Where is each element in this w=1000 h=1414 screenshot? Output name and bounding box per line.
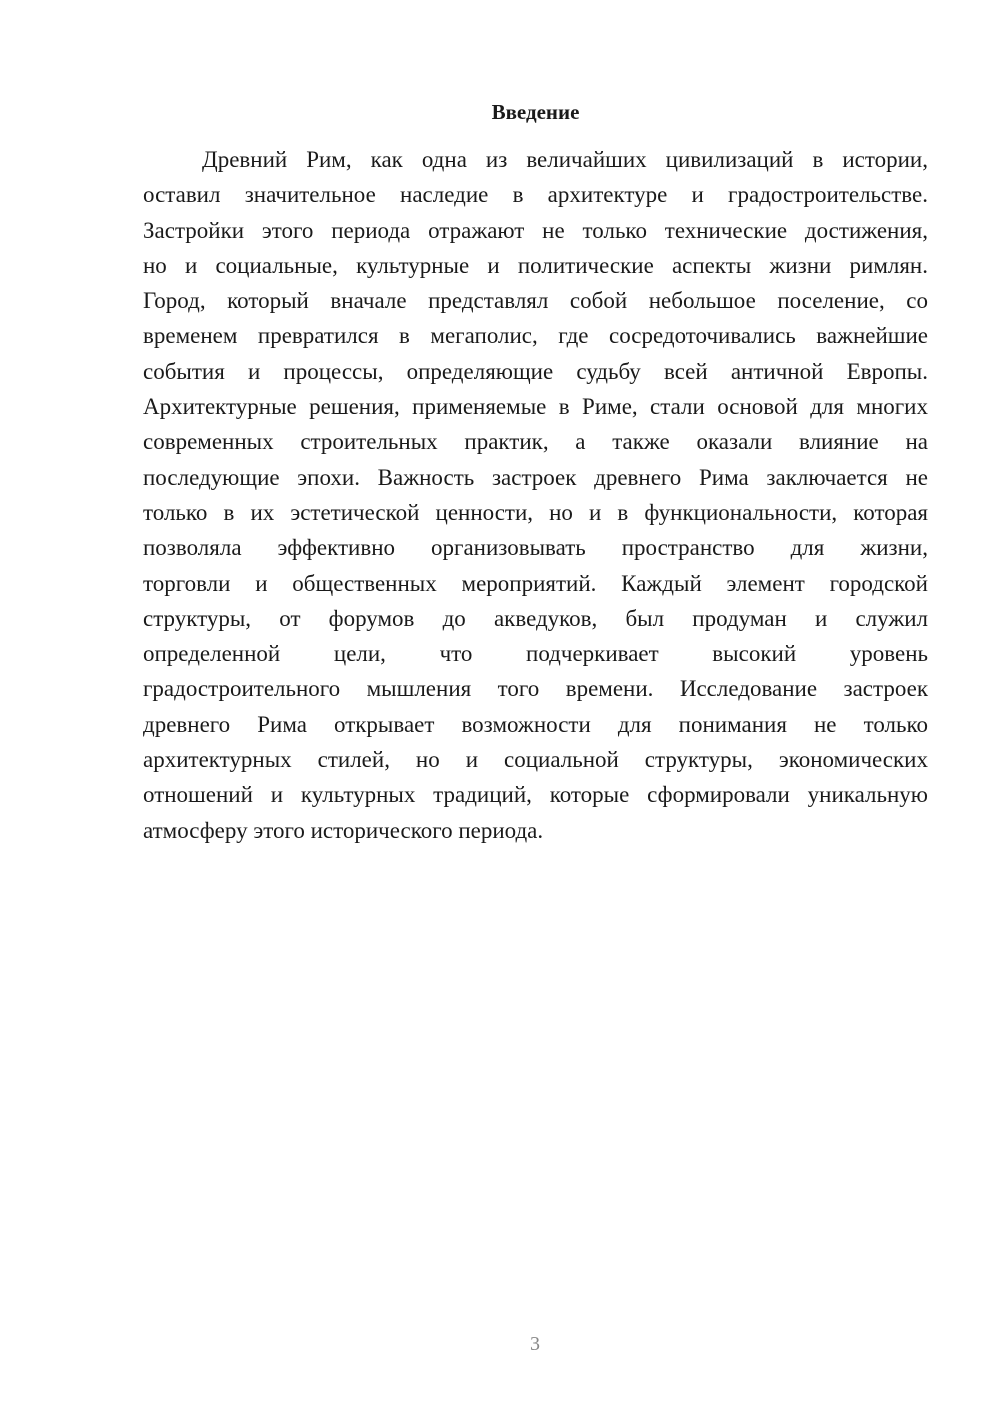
paragraph-line: но и социальные, культурные и политические аспекты жизни римлян.: [143, 252, 928, 278]
paragraph-line: события и процессы, определяющие судьбу всей античной Европы.: [143, 358, 928, 384]
paragraph-line: древнего Рима открывает возможности для понимания не только: [143, 711, 928, 737]
paragraph-line: последующие эпохи. Важность застроек древнего Рима заключается не: [143, 464, 928, 490]
paragraph-line: оставил значительное наследие в архитектуре и градостроительстве.: [143, 182, 928, 208]
paragraph-line: определенной цели, что подчеркивает высокий уровень: [143, 641, 928, 667]
page-number: 3: [530, 1333, 540, 1355]
paragraph-line: торговли и общественных мероприятий. Каждый элемент городской: [143, 570, 928, 596]
paragraph-line: Город, который вначале представлял собой небольшое поселение, со: [143, 288, 928, 314]
paragraph-line: атмосферу этого исторического периода.: [143, 817, 544, 843]
paragraph-line: Древний Рим, как одна из величайших цивилизаций в истории,: [202, 147, 928, 172]
paragraph-line: структуры, от форумов до акведуков, был продуман и служил: [143, 605, 928, 631]
paragraph-line: только в их эстетической ценности, но и в функциональности, которая: [143, 499, 928, 525]
intro-paragraph: [143, 142, 928, 848]
paragraph-line: современных строительных практик, а также оказали влияние на: [143, 429, 928, 455]
paragraph-line: временем превратился в мегаполис, где сосредоточивались важнейшие: [143, 323, 928, 349]
paragraph-line: архитектурных стилей, но и социальной структуры, экономических: [143, 747, 928, 773]
section-heading: Введение: [491, 100, 580, 124]
paragraph-line: позволяла эффективно организовывать пространство для жизни,: [143, 535, 928, 561]
paragraph-line: отношений и культурных традиций, которые сформировали уникальную: [143, 782, 928, 808]
paragraph-line: Застройки этого периода отражают не только технические достижения,: [143, 217, 928, 243]
paragraph-line: Архитектурные решения, применяемые в Риме, стали основой для многих: [143, 394, 928, 420]
paragraph-line: градостроительного мышления того времени. Исследование застроек: [143, 676, 928, 702]
